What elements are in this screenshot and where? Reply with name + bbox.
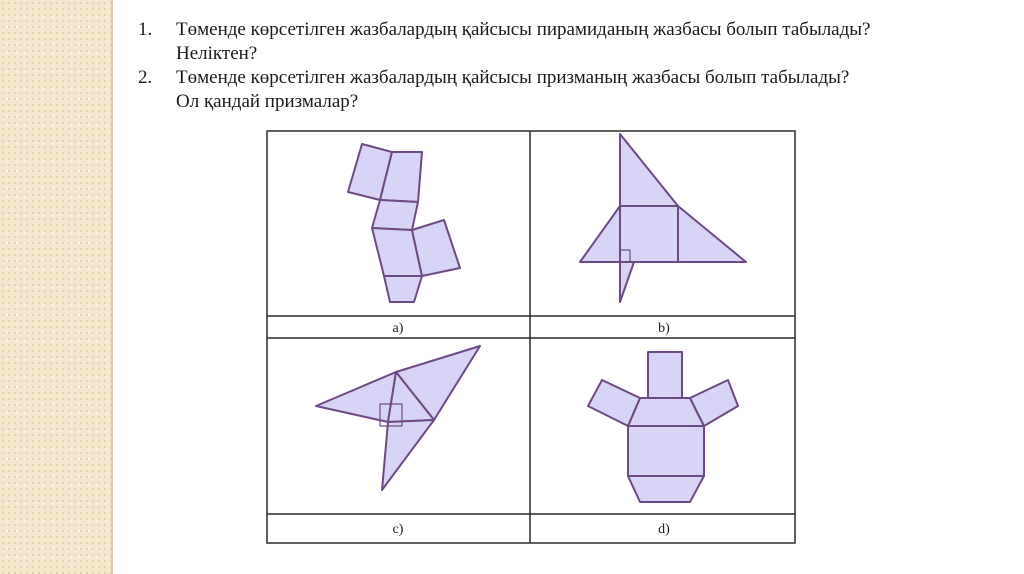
figure-border — [267, 131, 795, 543]
net-a — [348, 144, 460, 302]
net-c — [316, 346, 480, 490]
question-2-line-1: Төменде көрсетілген жазбалардың қайсысы призманың жазбасы болып табылады? — [176, 67, 850, 88]
net-d — [588, 352, 738, 502]
question-2 — [138, 66, 998, 114]
net-b-face — [620, 134, 678, 206]
label-c: c) — [392, 522, 404, 537]
net-d-face — [648, 352, 682, 398]
label-b: b) — [658, 321, 670, 336]
label-a: a) — [392, 321, 404, 336]
nets-figure — [266, 130, 798, 546]
question-1-number: 1. — [138, 19, 153, 40]
net-b — [580, 134, 746, 302]
net-b-base — [620, 206, 678, 262]
net-a-face — [372, 200, 418, 230]
net-b-face — [620, 262, 634, 302]
question-1 — [138, 18, 998, 66]
question-1-line-1: Төменде көрсетілген жазбалардың қайсысы пирамиданың жазбасы болып табылады? — [176, 19, 871, 40]
net-a-face — [412, 220, 460, 276]
decorative-side-strip — [0, 0, 113, 574]
question-2-line-2: Ол қандай призмалар? — [176, 91, 359, 112]
figure-grid — [267, 131, 795, 543]
net-d-face — [628, 426, 704, 476]
net-c-face — [316, 372, 396, 422]
question-2-number: 2. — [138, 67, 153, 88]
net-c-face — [382, 420, 434, 490]
label-d: d) — [658, 522, 670, 537]
net-d-face — [628, 476, 704, 502]
nets-diagram — [266, 130, 798, 546]
net-a-face — [384, 276, 422, 302]
net-b-face — [580, 206, 620, 262]
question-list — [138, 18, 998, 114]
question-1-line-2: Неліктен? — [176, 43, 258, 64]
